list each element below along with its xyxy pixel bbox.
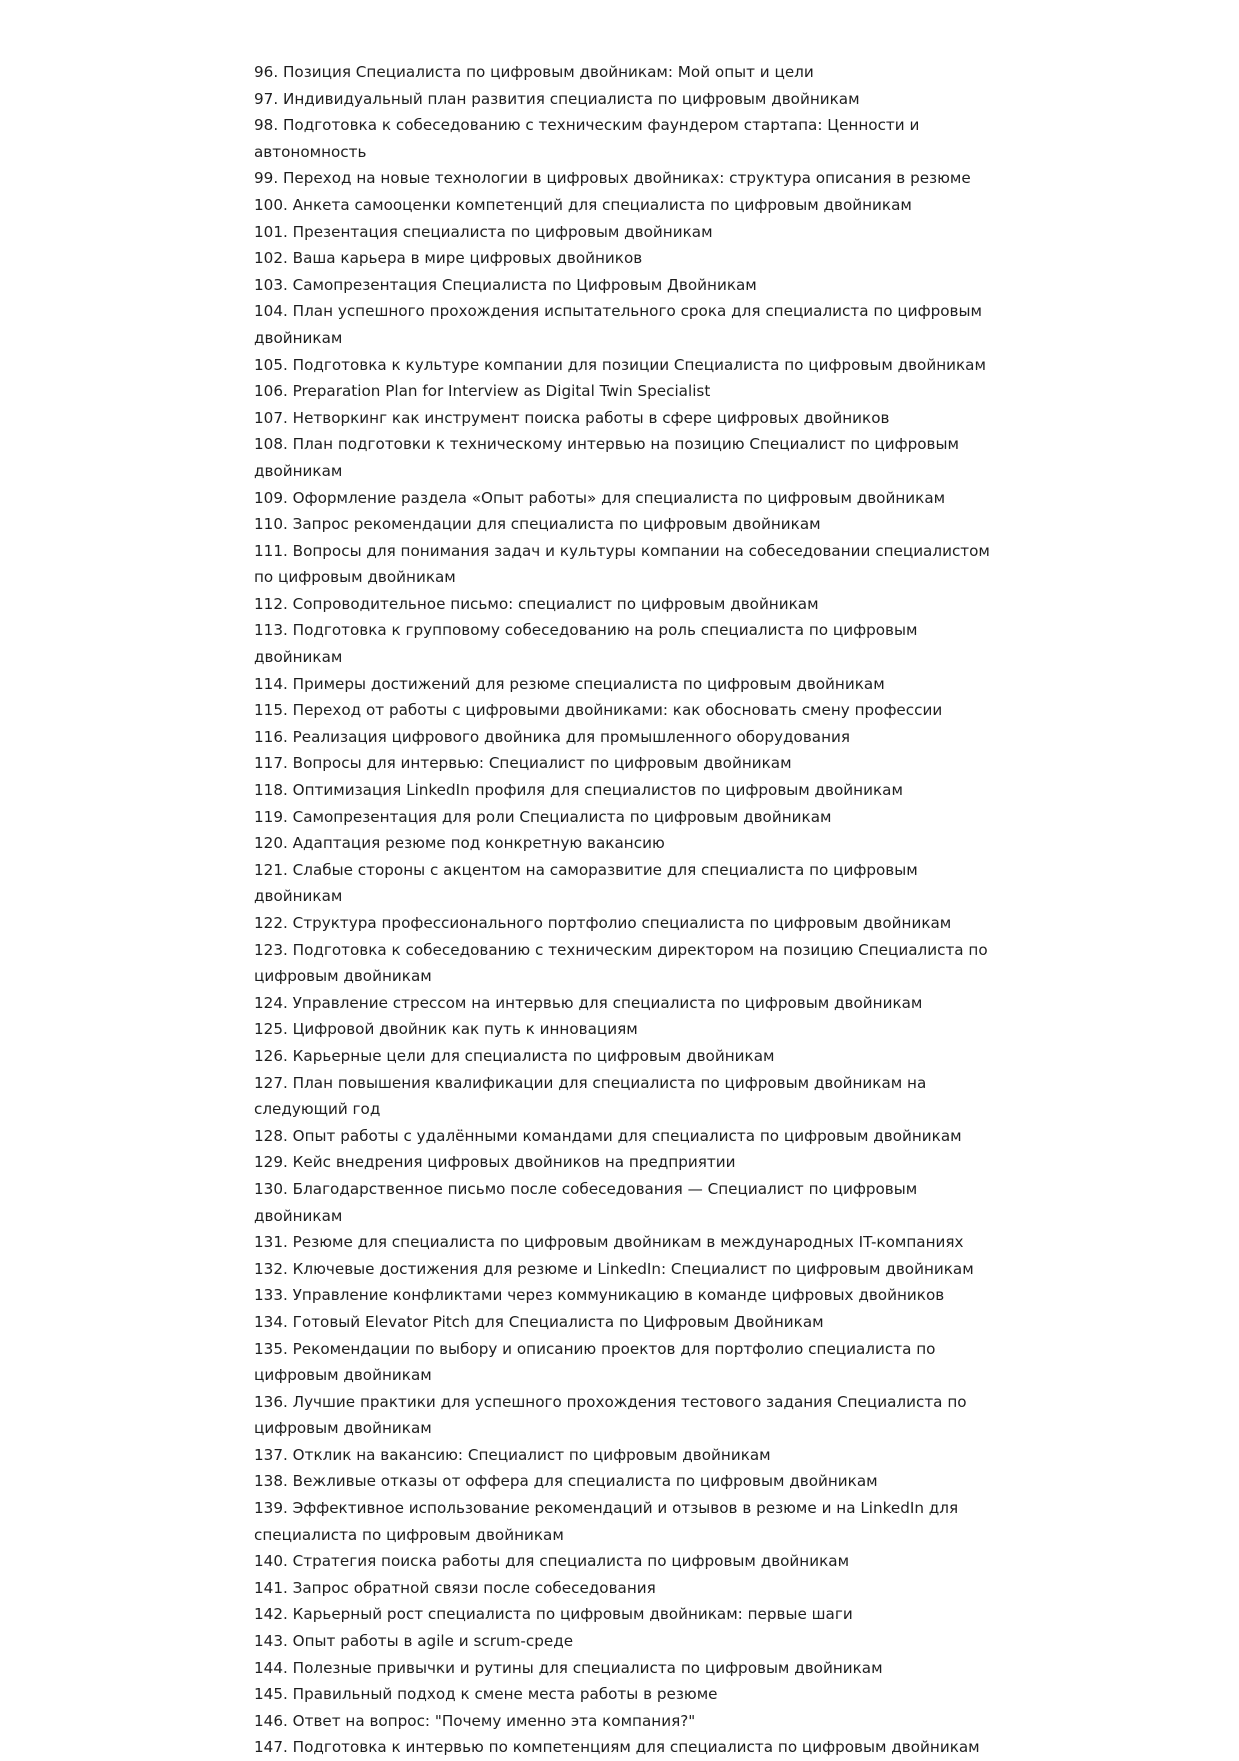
list-item: 125. Цифровой двойник как путь к инновациям [254,1020,638,1039]
list-item: 96. Позиция Специалиста по цифровым двойникам: Мой опыт и цели [254,63,814,81]
list-item: 126. Карьерные цели для специалиста по цифровым двойникам [254,1046,775,1065]
list-item: 139. Эффективное использование рекомендаций и отзывов в резюме и на LinkedIn для специалиста по цифровым двойникам [254,1499,959,1544]
list-item: 120. Адаптация резюме под конкретную вакансию [254,834,665,853]
list-item: 132. Ключевые достижения для резюме и LinkedIn: Специалист по цифровым двойникам [254,1259,974,1278]
list-item: 117. Вопросы для интервью: Специалист по цифровым двойникам [254,754,792,773]
list-item: 108. План подготовки к техническому интервью на позицию Специалист по цифровым двойникам [254,435,959,480]
list-item: 121. Слабые стороны с акцентом на саморазвитие для специалиста по цифровым двойникам [254,860,918,906]
list-item: 98. Подготовка к собеседованию с техническим фаундером стартапа: Ценности и автономность [254,116,920,161]
list-item: 115. Переход от работы с цифровыми двойниками: как обосновать смену профессии [254,701,943,720]
list-item: 135. Рекомендации по выбору и описанию проектов для портфолио специалиста по цифровым двойникам [254,1339,936,1385]
list-item: 142. Карьерный рост специалиста по цифровым двойникам: первые шаги [254,1605,853,1624]
list-item: 127. План повышения квалификации для специалиста по цифровым двойникам на следующий год [254,1073,927,1119]
list-item: 103. Самопрезентация Специалиста по Цифровым Двойникам [254,275,757,294]
list-item: 144. Полезные привычки и рутины для специалиста по цифровым двойникам [254,1658,883,1677]
list-item: 119. Самопрезентация для роли Специалиста по цифровым двойникам [254,807,832,826]
list-item: 104. План успешного прохождения испытательного срока для специалиста по цифровым двойникам [254,302,982,347]
list-item: 111. Вопросы для понимания задач и культуры компании на собеседовании специалистом по цифровым двойникам [254,541,990,587]
list-item: 114. Примеры достижений для резюме специалиста по цифровым двойникам [254,674,885,693]
list-item: 129. Кейс внедрения цифровых двойников на предприятии [254,1153,736,1172]
list-item: 105. Подготовка к культуре компании для позиции Специалиста по цифровым двойникам [254,355,986,374]
list-item: 133. Управление конфликтами через коммуникацию в команде цифровых двойников [254,1286,945,1305]
list-item: 101. Презентация специалиста по цифровым двойникам [254,222,713,241]
list-item: 130. Благодарственное письмо после собеседования — Специалист по цифровым двойникам [254,1179,918,1225]
list-item: 146. Ответ на вопрос: "Почему именно эта компания?" [254,1711,696,1730]
list-item: 136. Лучшие практики для успешного прохождения тестового задания Специалиста по цифровым двойникам [254,1392,967,1438]
list-item: 131. Резюме для специалиста по цифровым двойникам в международных IT-компаниях [254,1233,964,1252]
list-item: 124. Управление стрессом на интервью для специалиста по цифровым двойникам [254,993,923,1012]
list-item: 112. Сопроводительное письмо: специалист по цифровым двойникам [254,594,819,613]
list-item: 134. Готовый Elevator Pitch для Специалиста по Цифровым Двойникам [254,1312,824,1331]
list-item: 145. Правильный подход к смене места работы в резюме [254,1685,718,1704]
list-item: 110. Запрос рекомендации для специалиста по цифровым двойникам [254,515,821,534]
list-item: 107. Нетворкинг как инструмент поиска работы в сфере цифровых двойников [254,408,890,427]
list-item: 100. Анкета самооценки компетенций для специалиста по цифровым двойникам [254,195,912,214]
list-item: 143. Опыт работы в agile и scrum-среде [254,1632,574,1651]
list-item: 138. Вежливые отказы от оффера для специалиста по цифровым двойникам [254,1472,878,1491]
list-item: 118. Оптимизация LinkedIn профиля для специалистов по цифровым двойникам [254,781,903,800]
list-item: 140. Стратегия поиска работы для специалиста по цифровым двойникам [254,1552,850,1571]
list-item: 147. Подготовка к интервью по компетенциям для специалиста по цифровым двойникам [254,1738,980,1757]
list-item: 116. Реализация цифрового двойника для промышленного оборудования [254,727,851,746]
list-item: 141. Запрос обратной связи после собеседования [254,1578,656,1597]
list-item: 122. Структура профессионального портфолио специалиста по цифровым двойникам [254,914,952,932]
list-item: 123. Подготовка к собеседованию с техническим директором на позицию Специалиста по цифровым двойникам [254,940,988,986]
document-page [254,59,994,1761]
list-item: 102. Ваша карьера в мире цифровых двойников [254,249,643,268]
topic-list [254,59,994,1761]
list-item: 128. Опыт работы с удалёнными командами для специалиста по цифровым двойникам [254,1126,962,1145]
list-item: 137. Отклик на вакансию: Специалист по цифровым двойникам [254,1445,771,1464]
list-item: 113. Подготовка к групповому собеседованию на роль специалиста по цифровым двойникам [254,621,918,667]
list-item: 109. Оформление раздела «Опыт работы» для специалиста по цифровым двойникам [254,488,946,507]
list-item: 99. Переход на новые технологии в цифровых двойниках: структура описания в резюме [254,169,971,188]
list-item: 97. Индивидуальный план развития специалиста по цифровым двойникам [254,89,860,108]
list-item: 106. Preparation Plan for Interview as Digital Twin Specialist [254,382,711,401]
